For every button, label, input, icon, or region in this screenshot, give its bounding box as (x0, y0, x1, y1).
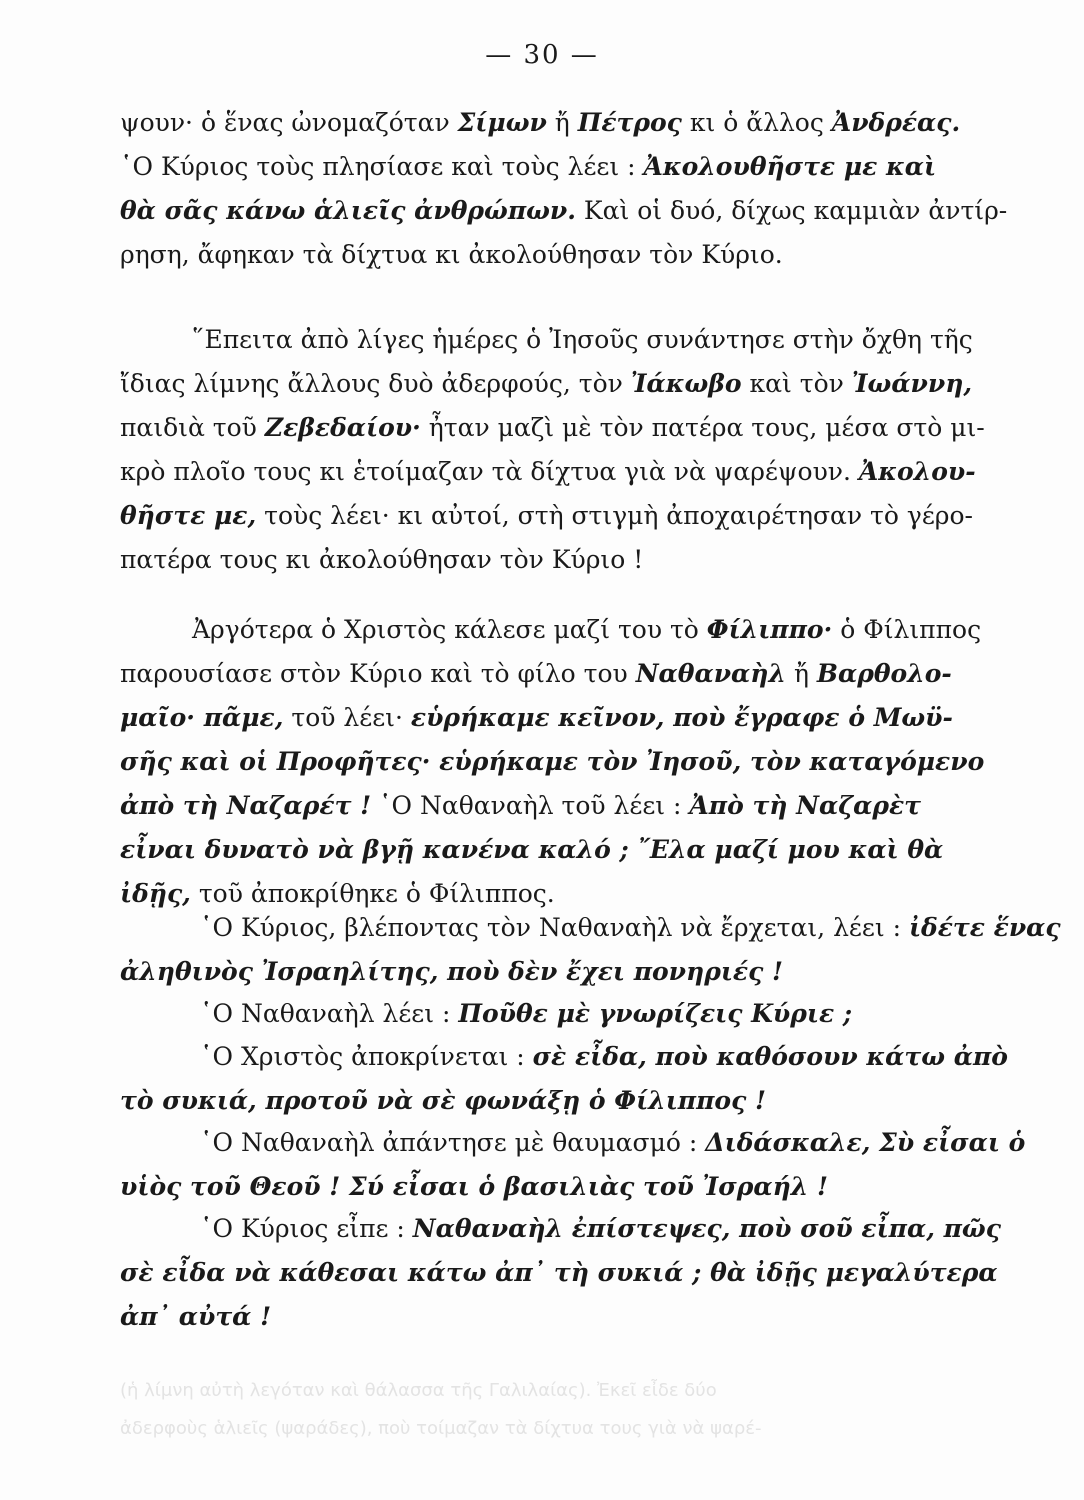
bleed-through-line: (ἡ λίμνη αὐτὴ λεγόταν καὶ θάλασσα τῆς Γαλιλαίας). Ἐκεῖ εἶδε δύο (120, 1380, 717, 1401)
text-line: θῆστε με, τοὺς λέει· κι αὐτοί, στὴ στιγμὴ ἀποχαιρέτησαν τὸ γέρο- (120, 501, 973, 530)
text-line: ῾Ο Ναθαναὴλ ἀπάντησε μὲ θαυμασμό : Διδάσκαλε, Σὺ εἶσαι ὁ (200, 1128, 1026, 1157)
text-line: ἰδῇς, τοῦ ἀποκρίθηκε ὁ Φίλιππος. (120, 879, 555, 908)
text-line: ἴδιας λίμνης ἄλλους δυὸ ἀδερφούς, τὸν Ἰάκωβο καὶ τὸν Ἰωάννη, (120, 369, 973, 398)
paragraph-6 (120, 1035, 1008, 1123)
paragraph-4 (120, 906, 1061, 994)
text-line: ῾Ο Κύριος εἶπε : Ναθαναὴλ ἐπίστεψες, ποὺ σοῦ εἶπα, πῶς (200, 1214, 1001, 1243)
text-line: εἶναι δυνατὸ νὰ βγῇ κανένα καλό ; ῎Ελα μαζί μου καὶ θὰ (120, 835, 944, 864)
text-line: ἀπ᾿ αὐτά ! (120, 1302, 272, 1331)
text-line: πατέρα τους κι ἀκολούθησαν τὸν Κύριο ! (120, 545, 644, 574)
text-line: τὸ συκιά, προτοῦ νὰ σὲ φωνάξῃ ὁ Φίλιππος ! (120, 1086, 766, 1115)
text-line: θὰ σᾶς κάνω ἁλιεῖς ἀνθρώπων. Καὶ οἱ δυό, δίχως καμμιὰν ἀντίρ- (120, 196, 1008, 225)
text-line: ψουν· ὁ ἕνας ὠνομαζόταν Σίμων ἤ Πέτρος κι ὁ ἄλλος Ἀνδρέας. (120, 108, 961, 137)
text-line: παρουσίασε στὸν Κύριο καὶ τὸ φίλο του Ναθαναὴλ ἤ Βαρθολο- (120, 659, 952, 688)
text-line: ῾Ο Κύριος τοὺς πλησίασε καὶ τοὺς λέει : Ἀκολουθῆστε με καὶ (120, 152, 937, 181)
paragraph-2 (120, 318, 985, 582)
text-line: υἱὸς τοῦ Θεοῦ ! Σύ εἶσαι ὁ βασιλιὰς τοῦ Ἰσραήλ ! (120, 1172, 828, 1201)
paragraph-7 (120, 1121, 1026, 1209)
text-line: σὲ εἶδα νὰ κάθεσαι κάτω ἀπ᾿ τὴ συκιά ; θὰ ἰδῇς μεγαλύτερα (120, 1258, 998, 1287)
paragraph-3 (120, 608, 985, 916)
text-line: κρὸ πλοῖο τους κι ἑτοίμαζαν τὰ δίχτυα γιὰ νὰ ψαρέψουν. Ἀκολου- (120, 457, 976, 486)
text-line: σῆς καὶ οἱ Προφῆτες· εὑρήκαμε τὸν Ἰησοῦ, τὸν καταγόμενο (120, 747, 985, 776)
paragraph-1 (120, 101, 1008, 277)
paragraph-5 (120, 992, 972, 1036)
text-line: ἀπὸ τὴ Ναζαρέτ ! ῾Ο Ναθαναὴλ τοῦ λέει : Ἀπὸ τὴ Ναζαρὲτ (120, 791, 921, 820)
text-line: ῾Ο Χριστὸς ἀποκρίνεται : σὲ εἶδα, ποὺ καθόσουν κάτω ἀπὸ (200, 1042, 1008, 1071)
bleed-through-line: ἀδερφοὺς ἁλιεῖς (ψαράδες), ποὺ τοίμαζαν τὰ δίχτυα τους γιὰ νὰ ψαρέ- (120, 1418, 762, 1439)
text-line: ῞Επειτα ἀπὸ λίγες ἡμέρες ὁ Ἰησοῦς συνάντησε στὴν ὄχθη τῆς (192, 325, 973, 354)
text-line: παιδιὰ τοῦ Ζεβεδαίου· ἦταν μαζὶ μὲ τὸν πατέρα τους, μέσα στὸ μι- (120, 413, 985, 442)
text-line: μαῖο· πᾶμε, τοῦ λέει· εὑρήκαμε κεῖνον, ποὺ ἔγραφε ὁ Μωϋ- (120, 703, 953, 732)
text-line: ῾Ο Κύριος, βλέποντας τὸν Ναθαναὴλ νὰ ἔρχεται, λέει : ἰδέτε ἕνας (200, 913, 1061, 942)
text-line: ῾Ο Ναθαναὴλ λέει : Ποῦθε μὲ γνωρίζεις Κύριε ; (200, 999, 853, 1028)
text-line: ρηση, ἄφηκαν τὰ δίχτυα κι ἀκολούθησαν τὸν Κύριο. (120, 240, 783, 269)
text-line: ἀληθινὸς Ἰσραηλίτης, ποὺ δὲν ἔχει πονηριές ! (120, 957, 784, 986)
paragraph-8 (120, 1207, 1001, 1339)
text-line: Ἀργότερα ὁ Χριστὸς κάλεσε μαζί του τὸ Φίλιππο· ὁ Φίλιππος (192, 615, 982, 644)
page-number: — 30 — (485, 40, 599, 70)
